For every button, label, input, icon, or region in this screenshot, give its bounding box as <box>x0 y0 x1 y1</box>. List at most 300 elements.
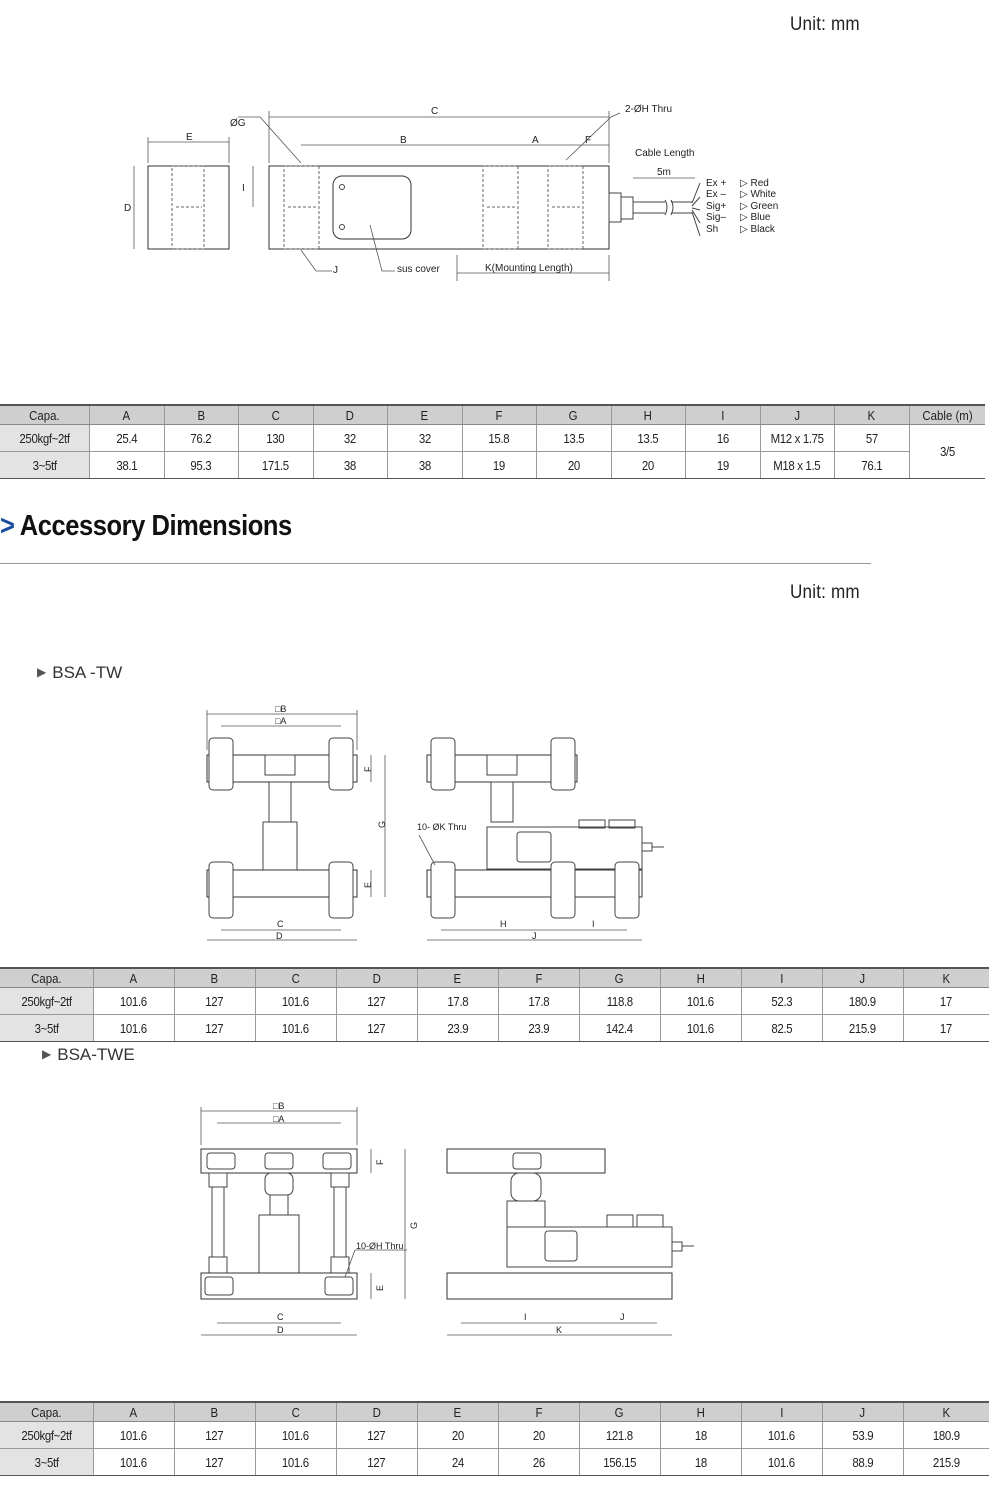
tw-spec-table <box>0 967 989 1042</box>
dimension-label: D <box>277 1325 284 1335</box>
table-cell <box>0 1449 93 1476</box>
col-header <box>579 968 660 988</box>
drawing-line <box>633 202 665 213</box>
text-label: White <box>750 189 777 201</box>
col-header <box>255 1402 336 1422</box>
text-label: C <box>291 1404 300 1420</box>
drawing-line <box>511 1173 541 1201</box>
text-label: 101.6 <box>768 1427 795 1443</box>
col-header <box>462 405 536 425</box>
table-cell <box>498 1449 579 1476</box>
drawing-line <box>340 185 345 190</box>
text-label: J <box>859 1404 866 1420</box>
text-label: 26 <box>532 1454 545 1470</box>
drawing-line <box>672 1242 694 1251</box>
drawing-line <box>269 782 291 822</box>
table-cell <box>834 425 909 452</box>
text-label: G <box>569 407 578 423</box>
table-cell <box>417 1422 498 1449</box>
text-label: 101.6 <box>282 993 309 1009</box>
text-label: 101.6 <box>687 993 714 1009</box>
text-label: BSA -TW <box>52 663 123 682</box>
text-label: K <box>942 1404 951 1420</box>
table-header-row <box>0 405 985 425</box>
text-label: 118.8 <box>606 993 633 1009</box>
drawing-line <box>265 755 295 775</box>
text-label: 52.3 <box>771 993 792 1009</box>
drawing-line <box>487 755 517 775</box>
text-label: 101.6 <box>120 1454 147 1470</box>
wire-row: Sig– ▷ Blue <box>706 212 771 224</box>
dimension-label: K <box>556 1325 563 1335</box>
table-cell <box>89 425 164 452</box>
text-label: D <box>345 407 355 423</box>
unit-label-top: Unit: mm <box>790 14 860 35</box>
text-label: Black <box>750 223 775 235</box>
text-label: I <box>779 1404 784 1420</box>
text-label: Blue <box>750 212 771 224</box>
dimension-label: F <box>375 1159 385 1165</box>
drawing-line <box>273 1101 625 1335</box>
table-cell <box>660 1015 741 1042</box>
text-label: K <box>867 407 876 423</box>
table-cell <box>536 452 611 479</box>
text-label: 101.6 <box>282 1454 309 1470</box>
dimension-label: B <box>400 135 407 146</box>
text-label: I <box>779 970 784 986</box>
drawing-line <box>427 870 642 897</box>
text-label: 127 <box>367 1020 386 1036</box>
text-label: Sh <box>706 223 719 235</box>
text-label: B <box>197 407 205 423</box>
table-cell <box>822 1422 903 1449</box>
table-cell <box>834 452 909 479</box>
col-header <box>417 968 498 988</box>
wire-row: Sig+ ▷ Green <box>706 200 779 212</box>
col-header <box>255 968 336 988</box>
col-header <box>834 405 909 425</box>
text-label: 95.3 <box>190 457 212 473</box>
text-label: 101.6 <box>282 1427 309 1443</box>
text-label: 25.4 <box>116 430 137 446</box>
drawing-line <box>491 782 513 822</box>
drawing-line <box>201 1107 672 1335</box>
text-label: 101.6 <box>768 1454 795 1470</box>
text-label: 17.8 <box>528 993 549 1009</box>
text-label: 142.4 <box>606 1020 633 1036</box>
dimension-label: A <box>532 135 539 146</box>
drawing-line <box>334 1187 346 1257</box>
table-cell <box>93 988 174 1015</box>
text-label: 17.8 <box>447 993 468 1009</box>
chevron-right-icon: > <box>0 510 15 542</box>
text-label: 101.6 <box>687 1020 714 1036</box>
drawing-line <box>607 1215 633 1227</box>
dimension-label: 10- ØK Thru <box>417 822 467 832</box>
table-cell <box>660 1422 741 1449</box>
table-cell <box>417 1015 498 1042</box>
table-row <box>0 452 985 479</box>
dimension-label: 2-ØH Thru <box>625 104 673 115</box>
text-label: 17 <box>940 993 953 1009</box>
dimension-label: G <box>377 820 387 828</box>
dimension-label: J <box>532 931 537 941</box>
table-cell <box>903 988 989 1015</box>
table-cell <box>822 1015 903 1042</box>
text-label: A <box>129 970 138 986</box>
drawing-line <box>284 166 583 249</box>
table-cell <box>336 1015 417 1042</box>
drawing-line <box>325 1277 353 1295</box>
loadcell-spec-table <box>0 404 985 479</box>
table-cell <box>238 452 313 479</box>
text-label: 101.6 <box>120 1427 147 1443</box>
drawing-line <box>205 1277 233 1295</box>
drawing-line <box>207 1153 235 1169</box>
col-header <box>909 405 985 425</box>
text-label: D <box>372 970 381 986</box>
text-label: C <box>291 970 300 986</box>
drawing-line <box>431 738 455 790</box>
text-label: 3~5tf <box>34 1454 59 1470</box>
table-cell <box>903 1449 989 1476</box>
drawing-line <box>265 1153 293 1169</box>
col-header <box>417 1402 498 1422</box>
text-label: 215.9 <box>849 1020 876 1036</box>
col-header <box>579 1402 660 1422</box>
text-label: Capa. <box>28 407 60 423</box>
table-cell <box>741 988 822 1015</box>
col-header <box>760 405 834 425</box>
text-label: 15.8 <box>488 430 510 446</box>
table-cell <box>387 425 462 452</box>
col-header <box>660 968 741 988</box>
dimension-label: I <box>242 183 245 194</box>
text-label: 23.9 <box>528 1020 549 1036</box>
sus-cover-plate <box>333 176 411 239</box>
wire-row: Ex + ▷ Red <box>706 178 769 189</box>
col-header <box>611 405 685 425</box>
col-header <box>822 968 903 988</box>
text-label: 76.1 <box>861 457 882 473</box>
drawing-line <box>642 843 664 851</box>
text-label: 20 <box>451 1427 464 1443</box>
text-label: 250kgf~2tf <box>21 993 72 1009</box>
col-header <box>903 1402 989 1422</box>
text-label: Sig+ <box>706 200 727 212</box>
col-header <box>93 968 174 988</box>
drawing-line <box>551 738 575 790</box>
text-label: 16 <box>716 430 729 446</box>
table-cell <box>174 1449 255 1476</box>
col-header <box>89 405 164 425</box>
dimension-label: □A <box>273 1114 285 1124</box>
text-label: 20 <box>641 457 655 473</box>
text-label: E <box>453 970 462 986</box>
text-label: Ex – <box>706 189 727 201</box>
drawing-line <box>545 1231 577 1261</box>
text-label: 57 <box>865 430 878 446</box>
table-cell <box>164 452 238 479</box>
col-header <box>387 405 462 425</box>
text-label: F <box>534 970 542 986</box>
col-header <box>741 1402 822 1422</box>
table-cell <box>238 425 313 452</box>
text-label: 3~5tf <box>34 1020 59 1036</box>
tw-drawing <box>195 700 675 945</box>
table-cell <box>313 452 387 479</box>
table-cell <box>536 425 611 452</box>
drawing-line <box>551 862 575 918</box>
table-cell <box>164 425 238 452</box>
text-label: 13.5 <box>563 430 584 446</box>
dimension-label: C <box>277 1312 284 1322</box>
drawing-line <box>301 250 332 271</box>
drawing-line <box>259 1215 299 1273</box>
drawing-line <box>370 225 395 271</box>
table-cell <box>741 1015 822 1042</box>
twe-label <box>42 1045 135 1065</box>
table-cell <box>685 425 760 452</box>
text-label: 127 <box>205 993 224 1009</box>
col-header <box>336 1402 417 1422</box>
table-cell <box>255 1015 336 1042</box>
col-header <box>685 405 760 425</box>
text-label: E <box>420 407 429 423</box>
dimension-label: H <box>500 919 507 929</box>
col-header <box>174 968 255 988</box>
table-cell <box>760 425 834 452</box>
drawing-line <box>172 166 204 249</box>
table-row <box>0 1449 989 1476</box>
table-cell <box>903 1422 989 1449</box>
text-label: 215.9 <box>932 1454 960 1470</box>
triangle-right-icon: ▶ <box>37 665 47 679</box>
text-label: 17 <box>940 1020 953 1036</box>
text-label: 18 <box>694 1427 707 1443</box>
text-label: J <box>859 970 866 986</box>
col-header <box>498 968 579 988</box>
dimension-label: sus cover <box>397 264 440 275</box>
text-label: F <box>534 1404 542 1420</box>
dimension-label: □B <box>275 704 287 714</box>
table-cell <box>0 452 89 479</box>
drawing-line <box>517 832 551 862</box>
drawing-line <box>340 225 345 230</box>
drawing-line <box>507 1201 545 1227</box>
drawing-line <box>323 1153 351 1169</box>
text-label: 20 <box>532 1427 545 1443</box>
text-label: F <box>495 407 503 423</box>
dimension-label: Cable Length <box>635 148 695 159</box>
table-cell <box>93 1015 174 1042</box>
drawing-line <box>212 1187 224 1257</box>
text-label: 20 <box>567 457 580 473</box>
drawing-line <box>621 197 633 219</box>
drawing-line <box>419 835 435 865</box>
text-label: 53.9 <box>852 1427 873 1443</box>
dimension-label: 10-ØH Thru <box>356 1241 404 1251</box>
text-label: B <box>210 1404 219 1420</box>
drawing-line <box>209 862 233 918</box>
text-label: 127 <box>205 1427 224 1443</box>
wiring-legend <box>706 178 778 235</box>
dimension-label: I <box>524 1312 527 1322</box>
table-header-row <box>0 1402 989 1422</box>
text-label: 101.6 <box>282 1020 309 1036</box>
text-label: 23.9 <box>447 1020 468 1036</box>
text-label: H <box>696 1404 705 1420</box>
wire-row: Sh ▷ Black <box>706 223 775 235</box>
col-header <box>0 1402 93 1422</box>
col-header <box>336 968 417 988</box>
dimension-label: G <box>409 1221 419 1229</box>
table-cell <box>336 988 417 1015</box>
wire-row: Ex – ▷ White <box>706 189 777 201</box>
text-label: E <box>453 1404 462 1420</box>
text-label: 88.9 <box>852 1454 873 1470</box>
text-label: Ex + <box>706 178 727 189</box>
table-cell <box>822 1449 903 1476</box>
table-cell <box>336 1449 417 1476</box>
dimension-label: F <box>585 135 592 146</box>
text-label: 180.9 <box>849 993 876 1009</box>
table-cell <box>741 1449 822 1476</box>
drawing-line <box>329 738 353 790</box>
table-cell <box>255 988 336 1015</box>
text-label: 76.2 <box>190 430 212 446</box>
table-cell <box>387 452 462 479</box>
text-label: M12 x 1.75 <box>770 430 824 446</box>
table-cell <box>462 452 536 479</box>
table-cell <box>255 1449 336 1476</box>
dimension-label: F <box>363 766 373 772</box>
dimension-label: J <box>333 265 338 276</box>
text-label: 24 <box>451 1454 464 1470</box>
table-cell <box>660 1449 741 1476</box>
drawing-line <box>331 1173 349 1187</box>
table-cell <box>498 1422 579 1449</box>
twe-drawing <box>195 1097 705 1347</box>
dimension-label: E <box>375 1284 385 1291</box>
text-label: 156.15 <box>603 1454 636 1470</box>
table-cell <box>660 988 741 1015</box>
drawing-line <box>447 1273 672 1299</box>
table-cell <box>313 425 387 452</box>
loadcell-drawing <box>120 95 780 290</box>
table-row <box>0 988 989 1015</box>
text-label: 250kgf~2tf <box>21 1427 72 1443</box>
text-label: 19 <box>492 457 506 473</box>
triangle-right-icon: ▶ <box>42 1047 52 1061</box>
drawing-line <box>566 113 620 160</box>
text-label: 3/5 <box>939 444 955 459</box>
table-cell <box>174 988 255 1015</box>
col-header <box>238 405 313 425</box>
drawing-line <box>209 1257 227 1273</box>
tw-label <box>37 663 122 683</box>
text-label: 32 <box>343 430 357 446</box>
drawing-line <box>671 202 692 213</box>
table-cell <box>579 1422 660 1449</box>
table-row <box>0 1422 989 1449</box>
table-cell <box>93 1422 174 1449</box>
text-label: I <box>720 407 725 423</box>
text-label: 13.5 <box>637 430 659 446</box>
text-label: 101.6 <box>120 1020 147 1036</box>
dimension-label: D <box>124 203 132 214</box>
text-label: 127 <box>205 1020 224 1036</box>
table-cell <box>741 1422 822 1449</box>
text-label: 38 <box>418 457 431 473</box>
text-label: 101.6 <box>120 993 147 1009</box>
text-label: Red <box>750 178 769 189</box>
cable-length-cell <box>909 425 985 479</box>
drawing-line <box>134 111 695 281</box>
drawing-line <box>270 1195 288 1215</box>
text-label: G <box>615 1404 624 1420</box>
table-cell <box>760 452 834 479</box>
col-header <box>313 405 387 425</box>
drawing-line <box>615 862 639 918</box>
text-label: G <box>615 970 624 986</box>
drawing-line <box>609 193 621 222</box>
drawing-line <box>431 862 455 918</box>
drawing-line <box>238 117 301 163</box>
dimension-label: □B <box>273 1101 285 1111</box>
text-label: 171.5 <box>262 457 289 473</box>
drawing-line <box>209 1173 227 1187</box>
text-label: BSA-TWE <box>57 1045 135 1064</box>
table-cell <box>417 1449 498 1476</box>
table-cell <box>462 425 536 452</box>
table-cell <box>174 1422 255 1449</box>
table-cell <box>579 988 660 1015</box>
col-header <box>0 405 89 425</box>
table-cell <box>89 452 164 479</box>
table-cell <box>498 1015 579 1042</box>
table-cell <box>903 1015 989 1042</box>
drawing-line <box>329 862 353 918</box>
drawing-line <box>263 822 297 870</box>
text-label: 130 <box>266 430 285 446</box>
drawing-line <box>637 1215 663 1227</box>
table-row <box>0 1015 989 1042</box>
drawing-line <box>331 1257 349 1273</box>
text-label: A <box>129 1404 138 1420</box>
text-label: 38.1 <box>116 457 137 473</box>
table-row <box>0 425 985 452</box>
dimension-label: E <box>186 132 193 143</box>
col-header <box>0 968 93 988</box>
text-label: 3~5tf <box>32 457 57 473</box>
drawing-line <box>692 183 700 236</box>
dimension-label: J <box>620 1312 625 1322</box>
drawing-line <box>265 1173 293 1195</box>
dimension-label: D <box>276 931 283 941</box>
unit-label-accessory: Unit: mm <box>790 582 860 603</box>
drawing-line <box>209 738 233 790</box>
table-cell <box>0 988 93 1015</box>
table-cell <box>685 452 760 479</box>
table-cell <box>255 1422 336 1449</box>
table-cell <box>611 452 685 479</box>
text-label: D <box>372 1404 381 1420</box>
dimension-label: C <box>277 919 284 929</box>
text-label: H <box>643 407 653 423</box>
text-label: B <box>210 970 219 986</box>
col-header <box>93 1402 174 1422</box>
